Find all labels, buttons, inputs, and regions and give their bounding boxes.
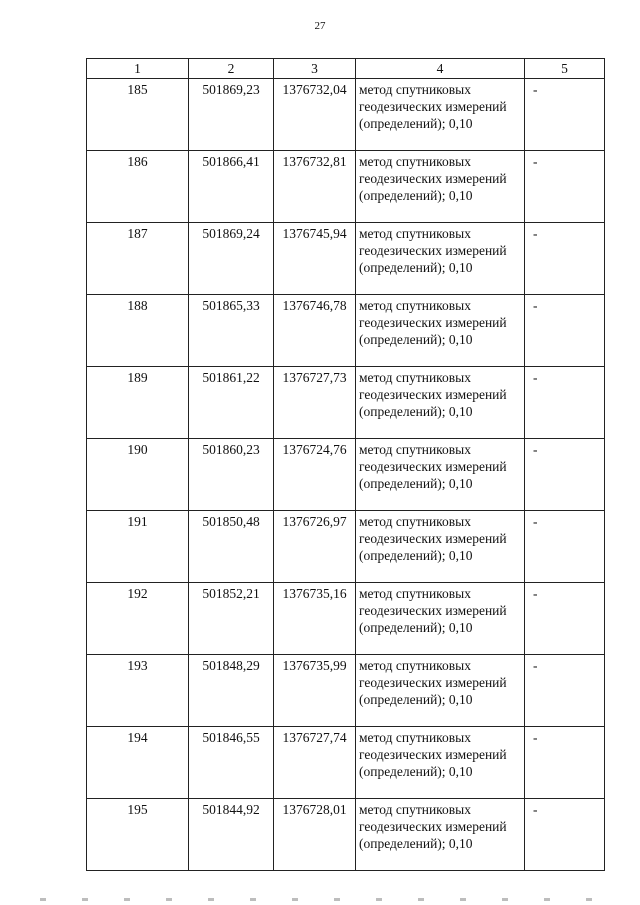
description: - <box>525 367 605 439</box>
point-number: 187 <box>87 223 189 295</box>
coordinate-y: 1376728,01 <box>274 799 356 871</box>
description: - <box>525 151 605 223</box>
table-row <box>87 295 605 367</box>
table-row <box>87 655 605 727</box>
method-accuracy: метод спутниковых геодезических измерений (определений); 0,10 <box>356 583 525 655</box>
coordinate-y: 1376724,76 <box>274 439 356 511</box>
description: - <box>525 439 605 511</box>
coordinate-x: 501861,22 <box>189 367 274 439</box>
method-accuracy: метод спутниковых геодезических измерений (определений); 0,10 <box>356 151 525 223</box>
point-number: 192 <box>87 583 189 655</box>
description: - <box>525 511 605 583</box>
coordinate-y: 1376746,78 <box>274 295 356 367</box>
method-accuracy: метод спутниковых геодезических измерений (определений); 0,10 <box>356 655 525 727</box>
point-number: 194 <box>87 727 189 799</box>
table-row <box>87 367 605 439</box>
point-number: 193 <box>87 655 189 727</box>
description: - <box>525 295 605 367</box>
coordinate-y: 1376735,16 <box>274 583 356 655</box>
header-row <box>87 59 605 79</box>
description: - <box>525 583 605 655</box>
point-number: 191 <box>87 511 189 583</box>
coordinate-y: 1376726,97 <box>274 511 356 583</box>
coordinate-y: 1376727,74 <box>274 727 356 799</box>
method-accuracy: метод спутниковых геодезических измерений (определений); 0,10 <box>356 439 525 511</box>
coordinate-y: 1376735,99 <box>274 655 356 727</box>
scan-artifact <box>40 898 600 901</box>
table-header <box>87 59 605 79</box>
method-accuracy: метод спутниковых геодезических измерений (определений); 0,10 <box>356 223 525 295</box>
table-row <box>87 799 605 871</box>
method-accuracy: метод спутниковых геодезических измерений (определений); 0,10 <box>356 79 525 151</box>
header-col-1: 1 <box>87 59 189 79</box>
point-number: 188 <box>87 295 189 367</box>
coordinate-y: 1376727,73 <box>274 367 356 439</box>
coordinate-x: 501852,21 <box>189 583 274 655</box>
method-accuracy: метод спутниковых геодезических измерений (определений); 0,10 <box>356 727 525 799</box>
coordinate-y: 1376745,94 <box>274 223 356 295</box>
point-number: 185 <box>87 79 189 151</box>
page-number: 27 <box>314 20 326 32</box>
point-number: 189 <box>87 367 189 439</box>
method-accuracy: метод спутниковых геодезических измерений (определений); 0,10 <box>356 799 525 871</box>
coordinate-y: 1376732,81 <box>274 151 356 223</box>
method-accuracy: метод спутниковых геодезических измерений (определений); 0,10 <box>356 295 525 367</box>
point-number: 186 <box>87 151 189 223</box>
table-row <box>87 511 605 583</box>
method-accuracy: метод спутниковых геодезических измерений (определений); 0,10 <box>356 367 525 439</box>
description: - <box>525 727 605 799</box>
point-number: 195 <box>87 799 189 871</box>
header-col-5: 5 <box>525 59 605 79</box>
coordinate-x: 501850,48 <box>189 511 274 583</box>
table-row <box>87 79 605 151</box>
table-body <box>87 79 605 871</box>
table-row <box>87 727 605 799</box>
coordinate-x: 501866,41 <box>189 151 274 223</box>
point-number: 190 <box>87 439 189 511</box>
coordinate-y: 1376732,04 <box>274 79 356 151</box>
description: - <box>525 79 605 151</box>
table-row <box>87 151 605 223</box>
header-col-3: 3 <box>274 59 356 79</box>
coordinate-x: 501844,92 <box>189 799 274 871</box>
description: - <box>525 799 605 871</box>
header-col-4: 4 <box>356 59 525 79</box>
coordinate-x: 501869,23 <box>189 79 274 151</box>
coordinates-table <box>86 58 605 871</box>
description: - <box>525 655 605 727</box>
coordinate-x: 501869,24 <box>189 223 274 295</box>
header-col-2: 2 <box>189 59 274 79</box>
coordinate-x: 501846,55 <box>189 727 274 799</box>
table-row <box>87 439 605 511</box>
table-row <box>87 583 605 655</box>
description: - <box>525 223 605 295</box>
method-accuracy: метод спутниковых геодезических измерений (определений); 0,10 <box>356 511 525 583</box>
coordinate-x: 501860,23 <box>189 439 274 511</box>
table-row <box>87 223 605 295</box>
coordinate-x: 501865,33 <box>189 295 274 367</box>
coordinate-x: 501848,29 <box>189 655 274 727</box>
